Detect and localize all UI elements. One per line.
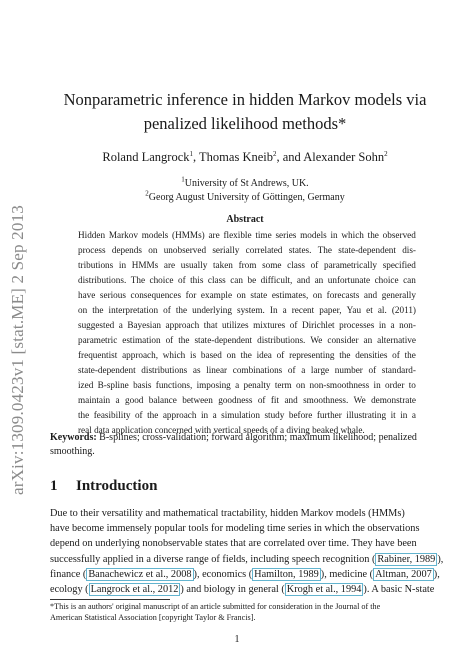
abstract-heading: Abstract — [226, 214, 264, 225]
abstract-line: ized B-spline basis functions, imposing a penalty term on non-smoothness in order to — [78, 380, 416, 390]
footnote-line: *This is an authors' original manuscript of an article submitted for consideration in the Journal of the — [50, 602, 381, 611]
body-line: depend on underlying nonobservable states that are correlated over time. They have been — [50, 538, 417, 550]
affiliation-line — [40, 177, 450, 191]
body-text: ), economics ( — [193, 568, 253, 580]
author-list: Roland Langrock$^1$, Thomas Kneib$^2$, and Alexander Sohn$^2$ — [102, 149, 388, 164]
abstract-line: suggested a Bayesian approach that utilizes mixtures of Dirichlet processes in a non- — [78, 320, 416, 330]
citation-link[interactable]: Langrock et al., 2012 — [90, 583, 179, 595]
abstract-line: the feasibility of the approach in a simulation study before further illustrating it in a — [78, 410, 416, 420]
keywords-block — [50, 431, 430, 459]
abstract-line: on the interpretation of the underlying system. In a recent paper, Yau et al. (2011) — [78, 305, 416, 315]
body-text: ), — [437, 553, 444, 565]
arxiv-stamp-text: arXiv:1309.0423v1 [stat.ME] 2 Sep 2013 — [8, 205, 27, 495]
author-affil-mark: 2 — [273, 149, 277, 158]
abstract-line: tributions in HMMs are usually taken from some class of parametrically specified — [78, 260, 416, 270]
abstract-line: frequentist approach, which is based on the idea of representing the densities of the — [78, 350, 416, 360]
footnote-line: American Statistical Association [copyright Taylor & Francis]. — [50, 613, 256, 622]
author-name: Thomas Kneib — [199, 150, 273, 164]
body-line: Due to their versatility and mathematical tractability, hidden Markov models (HMMs) — [50, 508, 405, 519]
affiliation-text: University of St Andrews, UK. — [184, 178, 309, 189]
footnote — [50, 601, 430, 623]
body-line — [50, 552, 444, 567]
author-affil-mark: 2 — [384, 149, 388, 158]
section-number: 1 — [50, 478, 58, 494]
body-line — [50, 582, 435, 597]
introduction-body — [50, 506, 444, 597]
section-heading — [50, 478, 157, 495]
abstract-line: state-dependent distributions as linear combinations of a large number of standard- — [78, 365, 416, 375]
paper-title — [40, 88, 450, 136]
body-text: ) and biology in general ( — [180, 583, 285, 595]
abstract-line: real data application concerned with vertical speeds of a diving beaked whale. — [78, 425, 365, 435]
citation-link[interactable]: Banachewicz et al., 2008 — [88, 568, 192, 580]
keywords-label: Keywords: — [50, 432, 97, 443]
author-name: Alexander Sohn — [303, 150, 385, 164]
keywords-text-cont: smoothing. — [50, 446, 95, 457]
body-text: successfully applied in a diverse range of fields, including speech recognition ( — [50, 553, 376, 565]
body-text: ), medicine ( — [320, 568, 374, 580]
arxiv-identifier-stamp — [3, 205, 33, 495]
abstract-line: maintain a good balance between goodness of fit and smoothness. We demonstrate — [78, 395, 416, 405]
affiliation-mark: 1 — [181, 175, 185, 184]
abstract-line: process depends on unobserved serially correlated states. The state-dependent dis- — [78, 245, 416, 255]
abstract-line: have serious consequences for example on state estimates, on forecasts and generally — [78, 290, 416, 300]
section-title: Introduction — [76, 478, 158, 494]
author-affil-mark: 1 — [189, 149, 194, 158]
affiliation-line — [40, 191, 450, 205]
citation-link[interactable]: Hamilton, 1989 — [254, 568, 319, 580]
citation-link[interactable]: Altman, 2007 — [375, 568, 432, 580]
abstract-body — [78, 228, 416, 438]
body-text: finance ( — [50, 568, 87, 580]
abstract-line: parametric estimation of the state-dependent distributions. We consider an alternative — [78, 335, 416, 345]
abstract-line: Hidden Markov models (HMMs) are flexible time series models in which the observed — [78, 230, 416, 240]
body-line: have become immensely popular tools for modeling time series in which the observations — [50, 523, 420, 535]
body-text: ecology ( — [50, 583, 89, 595]
citation-link[interactable]: Rabiner, 1989 — [377, 553, 436, 565]
citation-link[interactable]: Krogh et al., 1994 — [286, 583, 362, 595]
title-line-1: Nonparametric inference in hidden Markov models via — [63, 90, 427, 109]
page-number: 1 — [234, 634, 240, 645]
footnote-rule — [50, 599, 170, 600]
author-name: Roland Langrock — [102, 150, 190, 164]
affiliations — [40, 177, 450, 205]
abstract-line: distributions. The choice of this class can be difficult, and an unfortunate choice can — [78, 275, 416, 285]
keywords-text: B-splines; cross-validation; forward algorithm; maximum likelihood; penalized — [99, 432, 417, 443]
body-text: ), — [433, 568, 440, 580]
title-line-2: penalized likelihood methods* — [143, 114, 347, 133]
affiliation-mark: 2 — [145, 189, 149, 198]
affiliation-text: Georg August University of Göttingen, Germany — [148, 192, 345, 203]
body-line — [50, 567, 440, 582]
body-text: ). A basic N-state — [363, 583, 435, 595]
